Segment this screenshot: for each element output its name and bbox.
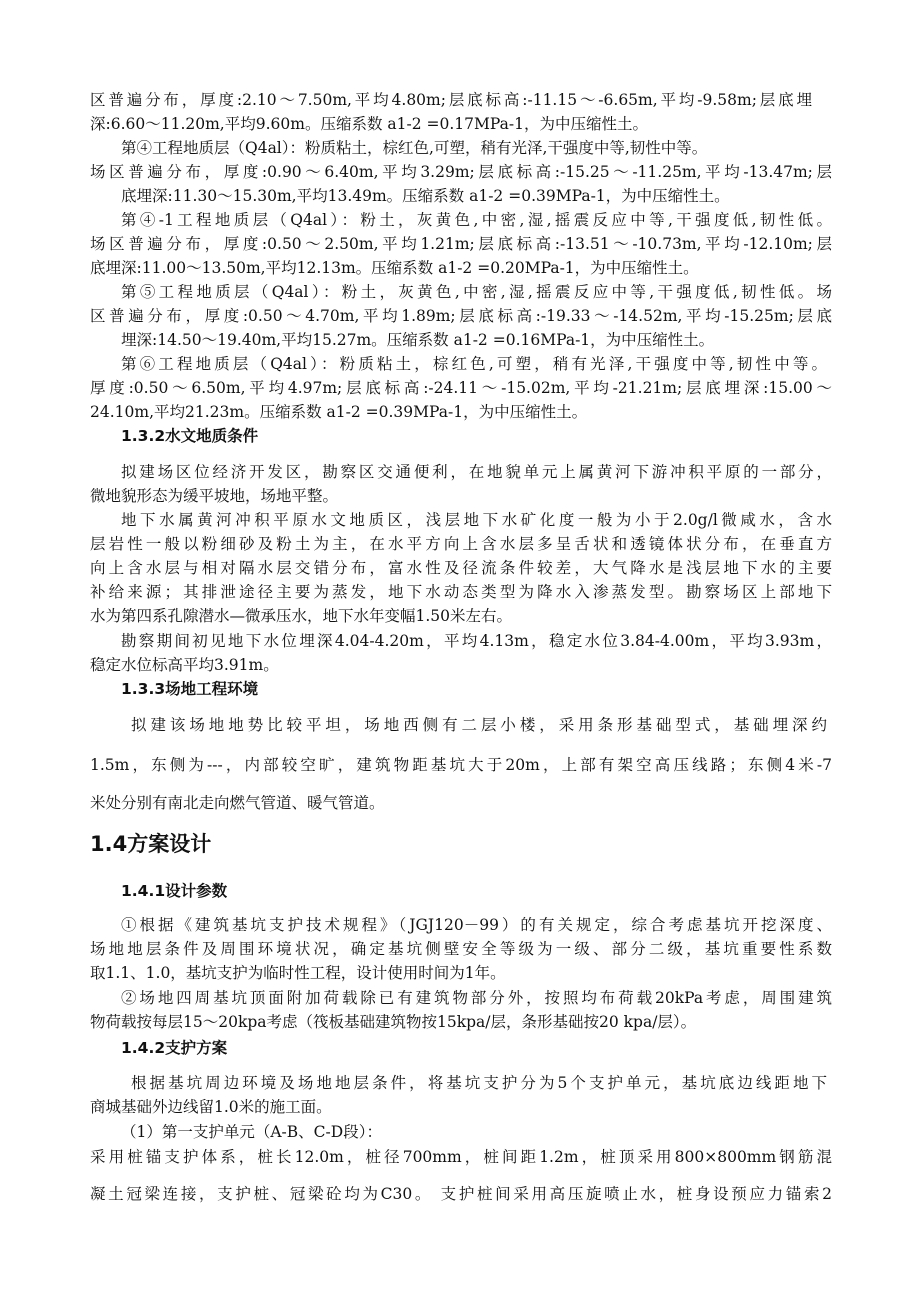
text-line: （1）第一支护单元（A-B、C-D段）： xyxy=(121,1123,382,1141)
text-line: 第④工程地质层（Q4al）：粉质粘土，棕红色,可塑，稍有光泽,干强度中等,韧性中等。 xyxy=(121,139,708,157)
subsection-heading: 1.4.2支护方案 xyxy=(121,1039,228,1057)
text-line: 底埋深:11.30～15.30m,平均13.49m。压缩系数 a1-2 =0.39MPa-1，为中压缩性土。 xyxy=(121,187,730,205)
text-line: ②场地四周基坑顶面附加荷载除已有建筑物部分外，按照均布荷载20kPa考虑，周围建筑 xyxy=(121,989,832,1007)
text-line: 物荷载按每层15～20kpa考虑（筏板基础建筑物按15kpa/层，条形基础按20 kpa/层）。 xyxy=(90,1013,697,1031)
text-line: 24.10m,平均21.23m。压缩系数 a1-2 =0.39MPa-1，为中压缩性土。 xyxy=(90,403,588,421)
text-line: 第⑥工程地质层（Q4al）：粉质粘土，棕红色,可塑，稍有光泽,干强度中等,韧性中等。 xyxy=(121,355,827,373)
text-line: 第④-1工程地质层（Q4al）：粉土，灰黄色,中密,湿,摇震反应中等,干强度低,韧性低。 xyxy=(121,211,832,229)
text-line: 向上含水层与相对隔水层交错分布，富水性及径流条件较差，大气降水是浅层地下水的主要 xyxy=(90,559,832,577)
text-line: 补给来源；其排泄途径主要为蒸发，地下水动态类型为降水入渗蒸发型。勘察场区上部地下 xyxy=(90,583,832,601)
text-line: 场地地层条件及周围环境状况，确定基坑侧壁安全等级为一级、部分二级，基坑重要性系数 xyxy=(90,940,832,958)
text-line: 取1.1、1.0，基坑支护为临时性工程，设计使用时间为1年。 xyxy=(90,964,506,982)
text-line: 勘察期间初见地下水位埋深4.04-4.20m，平均4.13m，稳定水位3.84-4.00m，平均3.93m， xyxy=(121,632,832,650)
text-line: 埋深:14.50～19.40m,平均15.27m。压缩系数 a1-2 =0.16MPa-1，为中压缩性土。 xyxy=(121,331,715,349)
text-line: 商城基础外边线留1.0米的施工面。 xyxy=(90,1098,332,1116)
text-line: 第⑤工程地质层（Q4al）：粉土，灰黄色,中密,湿,摇震反应中等,干强度低,韧性低。场 xyxy=(121,283,832,301)
text-line: 拟建该场地地势比较平坦，场地西侧有二层小楼，采用条形基础型式，基础埋深约 xyxy=(131,716,827,734)
text-line: 稳定水位标高平均3.91m。 xyxy=(90,656,279,674)
text-line: 深:6.60～11.20m,平均9.60m。压缩系数 a1-2 =0.17MPa-1，为中压缩性土。 xyxy=(90,115,648,133)
text-line: 场区普遍分布，厚度:0.50～2.50m,平均1.21m;层底标高:-13.51～-10.73m,平均-12.10m;层 xyxy=(90,235,832,253)
text-line: 1.5m，东侧为---，内部较空旷，建筑物距基坑大于20m，上部有架空高压线路；东侧4米-7 xyxy=(90,756,832,774)
text-line: 场区普遍分布，厚度:0.90～6.40m,平均3.29m;层底标高:-15.25～-11.25m,平均-13.47m;层 xyxy=(90,163,832,181)
text-line: 凝土冠梁连接，支护桩、冠梁砼均为C30。 支护桩间采用高压旋喷止水，桩身设预应力锚索2 xyxy=(90,1185,832,1203)
text-line: ①根据《建筑基坑支护技术规程》（JGJ120－99）的有关规定，综合考虑基坑开挖深度、 xyxy=(121,916,832,934)
text-line: 根据基坑周边环境及场地地层条件，将基坑支护分为5个支护单元，基坑底边线距地下 xyxy=(131,1074,827,1092)
section-heading: 1.4方案设计 xyxy=(90,832,212,856)
text-line: 微地貌形态为缓平坡地，场地平整。 xyxy=(90,487,339,505)
text-line: 采用桩锚支护体系，桩长12.0m，桩径700mm，桩间距1.2m，桩顶采用800×800mm钢筋混 xyxy=(90,1148,832,1166)
subsection-heading: 1.3.2水文地质条件 xyxy=(121,427,259,445)
text-line: 底埋深:11.00～13.50m,平均12.13m。压缩系数 a1-2 =0.20MPa-1，为中压缩性土。 xyxy=(90,259,699,277)
subsection-heading: 1.4.1设计参数 xyxy=(121,882,228,900)
text-line: 地下水属黄河冲积平原水文地质区，浅层地下水矿化度一般为小于2.0g/l微咸水，含水 xyxy=(121,511,832,529)
text-line: 水为第四系孔隙潜水—微承压水，地下水年变幅1.50米左右。 xyxy=(90,607,513,625)
text-line: 层岩性一般以粉细砂及粉土为主，在水平方向上含水层多呈舌状和透镜体状分布，在垂直方 xyxy=(90,535,832,553)
text-line: 厚度:0.50～6.50m,平均4.97m;层底标高:-24.11～-15.02m,平均-21.21m;层底埋深:15.00～ xyxy=(90,379,832,397)
text-line: 米处分别有南北走向燃气管道、暖气管道。 xyxy=(90,794,385,812)
subsection-heading: 1.3.3场地工程环境 xyxy=(121,680,259,698)
text-line: 拟建场区位经济开发区，勘察区交通便利，在地貌单元上属黄河下游冲积平原的一部分， xyxy=(121,463,832,481)
text-line: 区普遍分布，厚度:0.50～4.70m,平均1.89m;层底标高:-19.33～-14.52m,平均-15.25m;层底 xyxy=(90,307,832,325)
text-line: 区普遍分布，厚度:2.10～7.50m,平均4.80m;层底标高:-11.15～-6.65m,平均-9.58m;层底埋 xyxy=(90,91,812,109)
